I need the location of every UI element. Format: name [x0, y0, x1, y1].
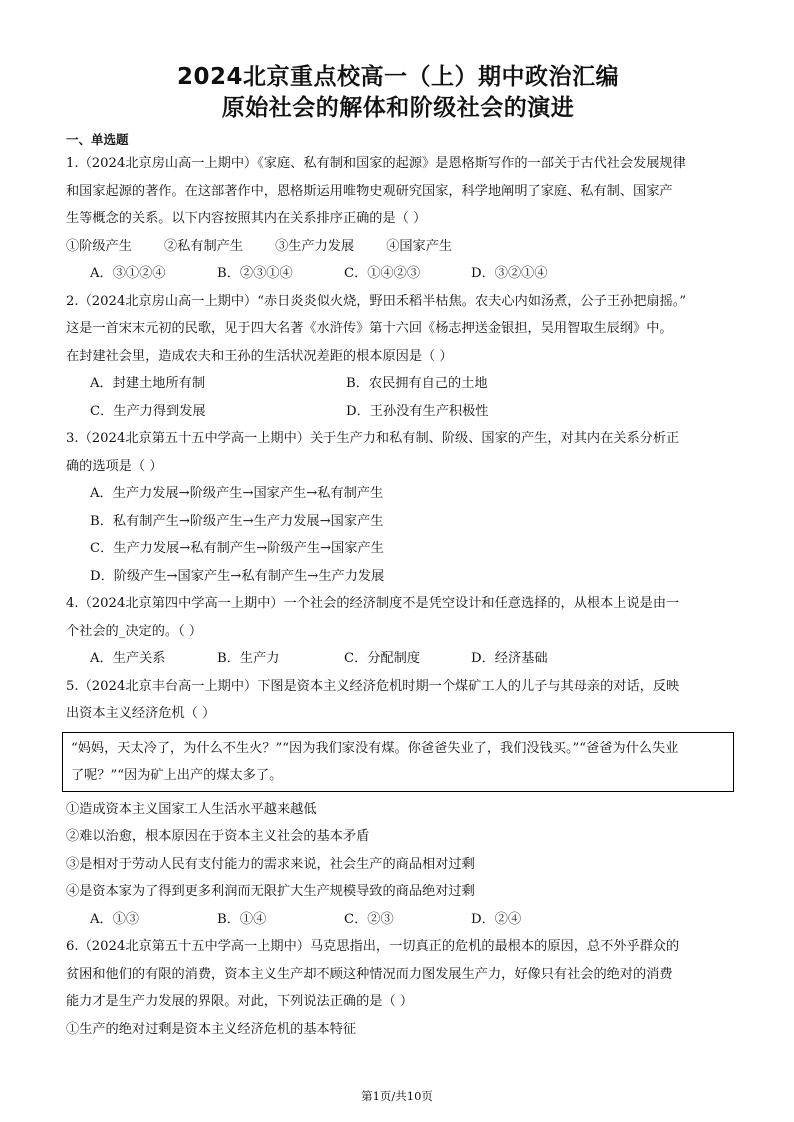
- option-a: A．生产力发展→阶级产生→国家产生→私有制产生: [90, 486, 384, 501]
- question-3: [66, 425, 730, 590]
- option-b: B．生产力: [217, 651, 280, 666]
- question-text: 在封建社会里，造成农夫和王孙的生活状况差距的根本原因是（ ）: [66, 348, 453, 364]
- option-c: C．②③: [344, 911, 394, 927]
- answer-options: [66, 370, 730, 398]
- item: ②私有制产生: [163, 238, 244, 254]
- question-text: 1.（2024北京房山高一上期中）《家庭、私有制和国家的起源》是恩格斯写作的一部关于古代社会发展规律: [66, 156, 686, 171]
- option-b: B．①④: [217, 911, 267, 927]
- question-text: 出资本主义经济危机（ ）: [66, 706, 216, 721]
- question-text: 能力才是生产力发展的界限。对此，下列说法正确的是（ ）: [66, 994, 414, 1009]
- question-text: 4.（2024北京第四中学高一上期中）一个社会的经济制度不是凭空设计和任意选择的，从根本上说是由一: [66, 596, 680, 611]
- item: ②难以治愈，根本原因在于资本主义社会的基本矛盾: [66, 829, 370, 844]
- title-line-1: 2024北京重点校高一（上）期中政治汇编: [176, 64, 619, 90]
- option-a: A．①③: [90, 911, 140, 927]
- item: ③是相对于劳动人民有支付能力的需求来说，社会生产的商品相对过剩: [66, 856, 475, 872]
- dialogue-text: “妈妈，天太冷了，为什么不生火？”“因为我们家没有煤。你爸爸失业了，我们没钱买。”“爸爸为什么失业: [71, 740, 679, 756]
- question-1: [66, 150, 730, 288]
- question-6: [66, 933, 730, 1043]
- option-d: D．②④: [471, 911, 522, 927]
- option-b: B．私有制产生→阶级产生→生产力发展→国家产生: [90, 513, 384, 529]
- dialogue-text: 了呢？”“因为矿上出产的煤太多了。: [71, 767, 283, 783]
- item: ①生产的绝对过剩是资本主义经济危机的基本特征: [66, 1021, 357, 1037]
- question-text: 3.（2024北京第五十五中学高一上期中）关于生产力和私有制、阶级、国家的产生，对其内在关系分析正: [66, 431, 680, 446]
- section-heading: 一、单选题: [66, 132, 129, 147]
- question-text: 这是一首宋末元初的民歌，见于四大名著《水浒传》第十六回《杨志押送金银担，吴用智取生辰纲》中。: [66, 321, 673, 336]
- option-a: A．封建土地所有制: [90, 376, 206, 391]
- question-4: [66, 590, 730, 673]
- item: ④是资本家为了得到更多利润而无限扩大生产规模导致的商品绝对过剩: [66, 884, 475, 899]
- option-a: A．③①②④: [90, 266, 166, 281]
- title-line-2: 原始社会的解体和阶级社会的演进: [221, 95, 575, 121]
- question-text: 5.（2024北京丰台高一上期中）下图是资本主义经济危机时期一个煤矿工人的儿子与其母亲的对话，反映: [66, 678, 680, 694]
- option-a: A．生产关系: [90, 651, 166, 666]
- item: ①造成资本主义国家工人生活水平越来越低: [66, 801, 317, 817]
- question-items: [66, 233, 730, 261]
- page-footer: 第1页/共10页: [361, 1089, 433, 1103]
- item: ③生产力发展: [275, 238, 355, 254]
- item: ④国家产生: [386, 238, 453, 254]
- question-text: 贫困和他们的有限的消费，资本主义生产却不顾这种情况而力图发展生产力，好像只有社会的绝对的消费: [66, 966, 673, 982]
- option-d: D．经济基础: [471, 651, 548, 666]
- answer-options: [66, 906, 730, 934]
- question-text: 生等概念的关系。以下内容按照其内在关系排序正确的是（ ）: [66, 211, 427, 226]
- item: ①阶级产生: [66, 238, 132, 254]
- question-5: [66, 673, 730, 934]
- option-c: C．生产力发展→私有制产生→阶级产生→国家产生: [90, 541, 384, 556]
- document-title: [66, 62, 730, 124]
- question-text: 和国家起源的著作。在这部著作中，恩格斯运用唯物史观研究国家，科学地阐明了家庭、私有制、国家产: [66, 183, 673, 199]
- question-text: 2.（2024北京房山高一上期中）“赤日炎炎似火烧，野田禾稻半枯焦。农夫心内如汤煮，公子王孙把扇摇。”: [66, 293, 687, 309]
- option-c: C．分配制度: [344, 651, 421, 666]
- option-d: D．阶级产生→国家产生→私有制产生→生产力发展: [90, 568, 385, 584]
- question-text: 个社会的_决定的。（ ）: [66, 623, 203, 639]
- option-c: C．生产力得到发展: [90, 403, 206, 419]
- question-text: 确的选项是（ ）: [66, 458, 163, 474]
- question-text: 6.（2024北京第五十五中学高一上期中）马克思指出，一切真正的危机的最根本的原因，总不外乎群众的: [66, 939, 680, 954]
- question-2: [66, 288, 730, 426]
- dialogue-box: [62, 732, 734, 792]
- option-d: D．③②①④: [471, 266, 548, 281]
- answer-options: [66, 260, 730, 288]
- answer-options: [66, 398, 730, 426]
- answer-options: [66, 645, 730, 673]
- option-b: B．②③①④: [217, 266, 293, 281]
- option-c: C．①④②③: [344, 266, 421, 281]
- option-d: D．王孙没有生产积极性: [346, 403, 489, 419]
- option-b: B．农民拥有自己的土地: [346, 376, 488, 391]
